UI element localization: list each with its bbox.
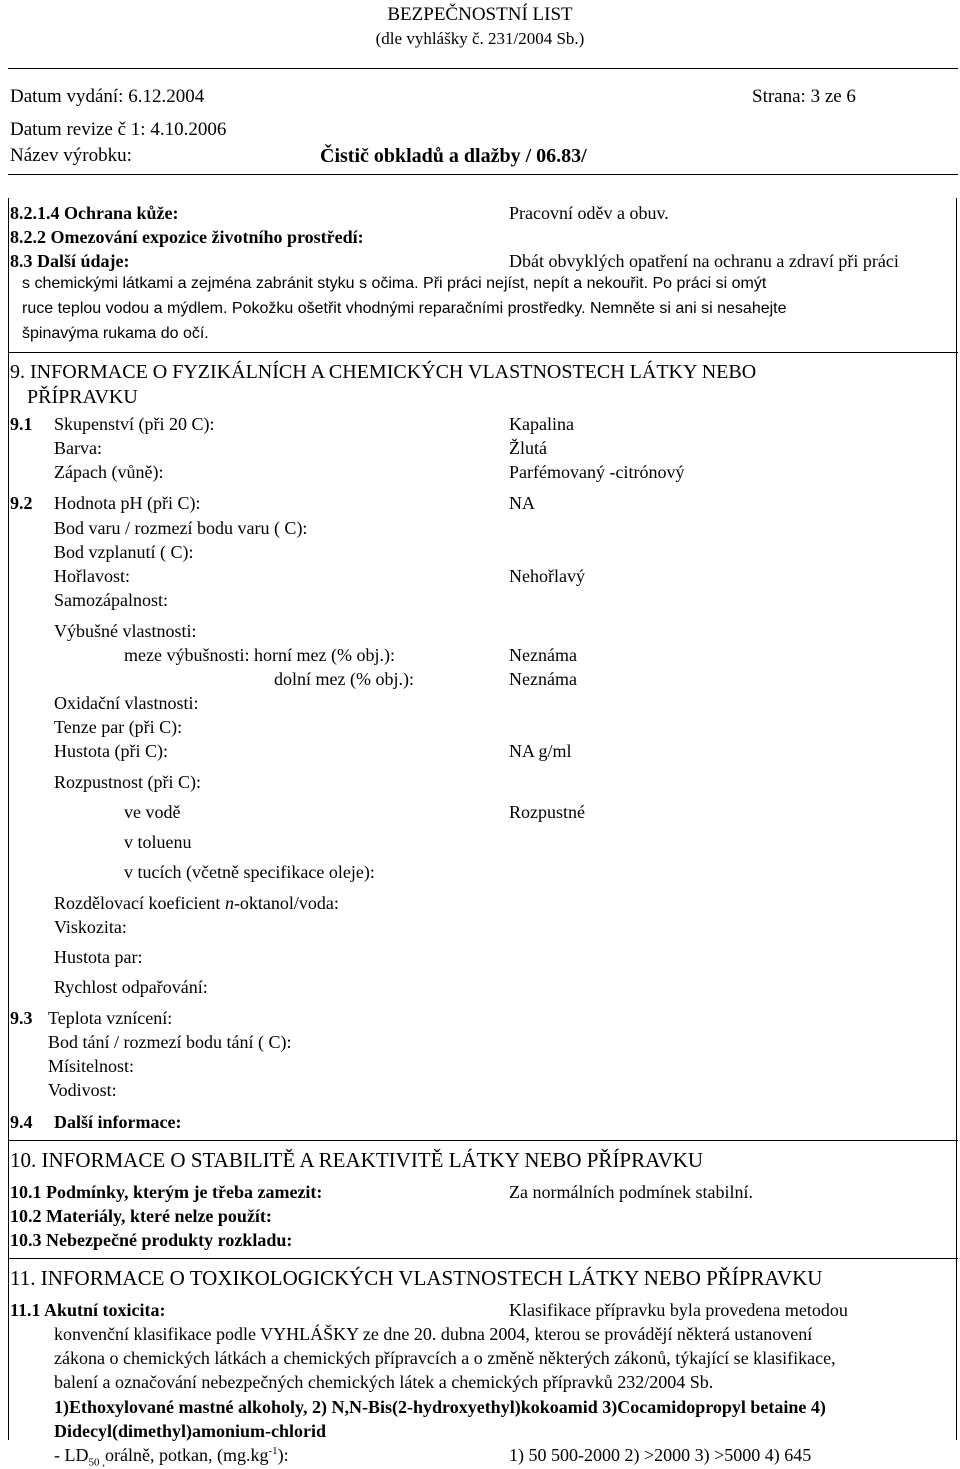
section-9-1-number: 9.1 — [10, 414, 33, 434]
partition-n: n — [224, 893, 234, 913]
conditions-to-avoid-label: 10.1 Podmínky, kterým je třeba zamezit: — [10, 1182, 323, 1202]
section-9-4-number: 9.4 — [10, 1112, 33, 1132]
flammability-label: Hořlavost: — [54, 566, 130, 586]
other-info-line: špinavýma rukama do očí. — [22, 325, 209, 342]
ld50-suffix: ): — [277, 1445, 289, 1465]
issue-date: Datum vydání: 6.12.2004 — [10, 86, 205, 107]
water-solubility-value: Rozpustné — [509, 802, 585, 822]
ld50-subscript: 50 , — [88, 1456, 105, 1469]
acute-toxicity-label: 11.1 Akutní toxicita: — [10, 1300, 166, 1320]
product-label: Název výrobku: — [10, 145, 132, 166]
components-list-cont: Didecyl(dimethyl)amonium-chlorid — [54, 1421, 326, 1441]
boiling-point-label: Bod varu / rozmezí bodu varu ( C): — [54, 518, 308, 538]
document-subtitle: (dle vyhlášky č. 231/2004 Sb.) — [375, 29, 585, 48]
conditions-to-avoid-value: Za normálních podmínek stabilní. — [509, 1182, 753, 1202]
section-10-heading: 10. INFORMACE O STABILITĚ A REAKTIVITĚ LÁTKY NEBO PŘÍPRAVKU — [10, 1148, 704, 1172]
vapor-density-label: Hustota par: — [54, 947, 143, 967]
section-divider — [8, 1140, 958, 1141]
skin-protection-value: Pracovní oděv a obuv. — [509, 203, 669, 223]
acute-toxicity-text: zákona o chemických látkách a chemických přípravcích a o změně některých zákonů, týkající se klasifikace, — [54, 1348, 836, 1368]
section-9-heading-cont: PŘÍPRAVKU — [27, 386, 138, 408]
flammability-value: Nehořlavý — [509, 566, 585, 586]
odor-label: Zápach (vůně): — [54, 462, 164, 482]
partition-suffix: -oktanol/voda: — [233, 893, 339, 913]
self-ignition-label: Samozápalnost: — [54, 590, 168, 610]
more-info-label: Další informace: — [54, 1112, 182, 1132]
env-exposure-label: 8.2.2 Omezování expozice životního prostředí: — [10, 227, 364, 247]
section-11-heading: 11. INFORMACE O TOXIKOLOGICKÝCH VLASTNOSTECH LÁTKY NEBO PŘÍPRAVKU — [10, 1266, 823, 1290]
upper-limit-label: meze výbušnosti: horní mez (% obj.): — [124, 645, 395, 665]
other-info-line: ruce teplou vodou a mýdlem. Pokožku ošetřit vhodnými reparačními prostředky. Nemněte si ani si nesahejte — [22, 300, 787, 317]
viscosity-label: Viskozita: — [54, 917, 127, 937]
revision-date: Datum revize č 1: 4.10.2006 — [10, 119, 227, 140]
header-divider-top — [8, 68, 958, 69]
page-number: Strana: 3 ze 6 — [752, 86, 856, 107]
frame-left-line — [8, 198, 9, 1440]
section-divider — [8, 1258, 958, 1259]
solubility-label: Rozpustnost (při C): — [54, 772, 201, 792]
acute-toxicity-text: konvenční klasifikace podle VYHLÁŠKY ze dne 20. dubna 2004, kterou se provádějí některá ustanovení — [54, 1324, 813, 1344]
ld50-values: 1) 50 500-2000 2) >2000 3) >5000 4) 645 — [509, 1445, 812, 1465]
ld50-label — [54, 1445, 289, 1469]
skin-protection-label: 8.2.1.4 Ochrana kůže: — [10, 203, 179, 223]
acute-toxicity-value: Klasifikace přípravku byla provedena metodou — [509, 1300, 848, 1320]
partition-coefficient-label — [54, 893, 339, 914]
section-9-heading: 9. INFORMACE O FYZIKÁLNÍCH A CHEMICKÝCH VLASTNOSTECH LÁTKY NEBO — [10, 361, 757, 383]
flash-point-label: Bod vzplanutí ( C): — [54, 542, 194, 562]
document-title: BEZPEČNOSTNÍ LIST — [387, 4, 573, 25]
section-9-3-number: 9.3 — [10, 1008, 33, 1028]
ph-label: Hodnota pH (při C): — [54, 493, 201, 513]
vapor-pressure-label: Tenze par (při C): — [54, 717, 183, 737]
incompatible-materials-label: 10.2 Materiály, které nelze použít: — [10, 1206, 272, 1226]
oxidizing-label: Oxidační vlastnosti: — [54, 693, 199, 713]
product-name: Čistič obkladů a dlažby / 06.83/ — [320, 145, 587, 167]
header-divider-bottom — [8, 174, 958, 175]
color-label: Barva: — [54, 438, 102, 458]
toluene-solubility-label: v toluenu — [124, 832, 192, 852]
upper-limit-value: Neznáma — [509, 645, 577, 665]
water-solubility-label: ve vodě — [124, 802, 181, 822]
density-label: Hustota (při C): — [54, 741, 168, 761]
melting-point-label: Bod tání / rozmezí bodu tání ( C): — [48, 1032, 292, 1052]
section-divider — [8, 352, 958, 353]
explosive-label: Výbušné vlastnosti: — [54, 621, 197, 641]
ld50-prefix: - LD — [54, 1445, 89, 1465]
ld50-mid: orálně, potkan, (mg.kg — [105, 1445, 269, 1465]
conductivity-label: Vodivost: — [48, 1080, 117, 1100]
other-info-value: Dbát obvyklých opatření na ochranu a zdraví při práci — [509, 251, 899, 271]
lower-limit-value: Neznáma — [509, 669, 577, 689]
frame-right-line — [956, 198, 957, 1440]
decomposition-products-label: 10.3 Nebezpečné produkty rozkladu: — [10, 1230, 293, 1250]
section-9-2-number: 9.2 — [10, 493, 33, 513]
ld50-superscript: -1 — [268, 1445, 278, 1457]
acute-toxicity-text: balení a označování nebezpečných chemických látek a chemických přípravků 232/2004 Sb. — [54, 1372, 714, 1392]
state-label: Skupenství (při 20 C): — [54, 414, 215, 434]
state-value: Kapalina — [509, 414, 574, 434]
color-value: Žlutá — [509, 438, 547, 458]
density-value: NA g/ml — [509, 741, 572, 761]
other-info-label: 8.3 Další údaje: — [10, 251, 130, 271]
fat-solubility-label: v tucích (včetně specifikace oleje): — [124, 862, 375, 882]
ignition-temp-label: Teplota vznícení: — [48, 1008, 173, 1028]
partition-prefix: Rozdělovací koeficient — [54, 893, 225, 913]
components-list: 1)Ethoxylované mastné alkoholy, 2) N,N-Bis(2-hydroxyethyl)kokoamid 3)Cocamidopropyl betaine 4) — [54, 1397, 826, 1417]
evaporation-rate-label: Rychlost odpařování: — [54, 977, 208, 997]
ph-value: NA — [509, 493, 535, 513]
odor-value: Parfémovaný -citrónový — [509, 462, 685, 482]
lower-limit-label: dolní mez (% obj.): — [274, 669, 414, 689]
miscibility-label: Mísitelnost: — [48, 1056, 135, 1076]
other-info-line: s chemickými látkami a zejména zabránit styku s očima. Při práci nejíst, nepít a nekouřit. Po práci si omýt — [22, 275, 767, 292]
